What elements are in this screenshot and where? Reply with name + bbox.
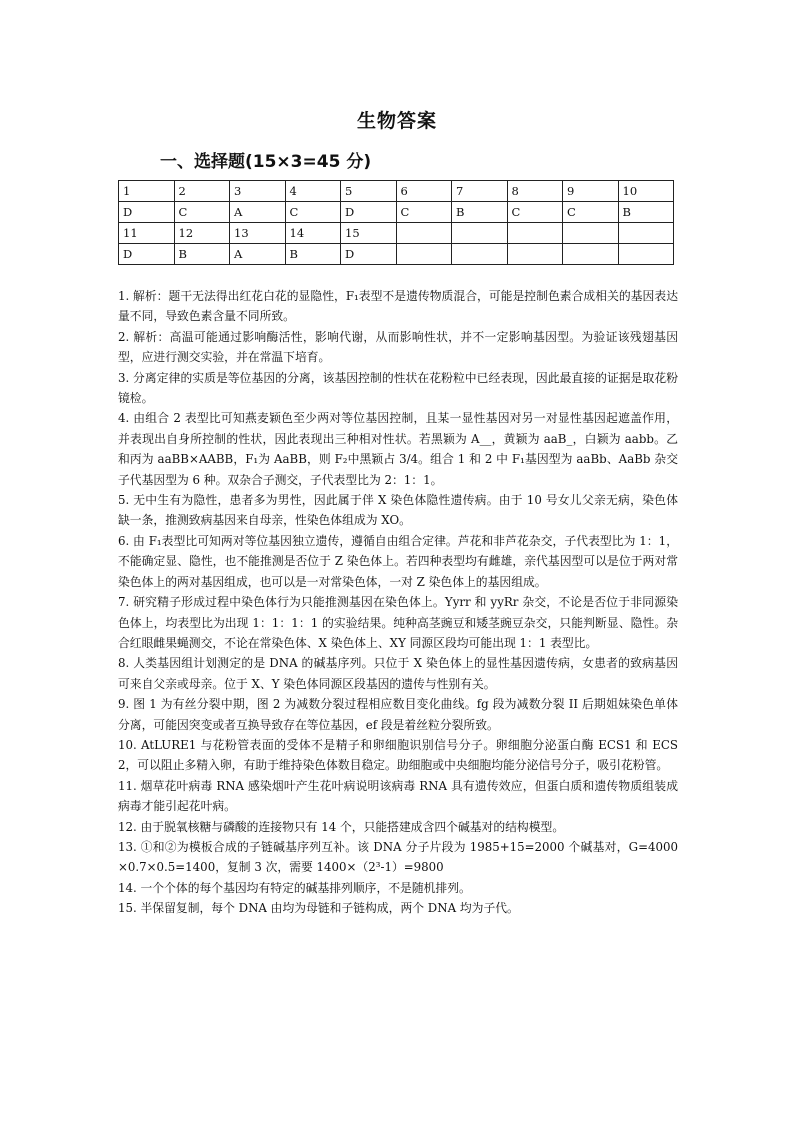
question-number-cell: 6 <box>396 181 452 202</box>
answer-cell: D <box>119 202 175 223</box>
answer-cell: B <box>174 244 230 265</box>
question-number-cell: 13 <box>230 223 286 244</box>
question-number-cell: 4 <box>285 181 341 202</box>
question-number-cell: 12 <box>174 223 230 244</box>
question-number-cell <box>452 223 508 244</box>
answer-cell <box>618 244 674 265</box>
answer-cell: B <box>452 202 508 223</box>
explanation-item: 5. 无中生有为隐性，患者多为男性，因此属于伴 X 染色体隐性遗传病。由于 10 号女儿父亲无病，染色体缺一条，推测致病基因来自母亲，性染色体组成为 XO。 <box>118 493 678 528</box>
explanation-item: 2. 解析：高温可能通过影响酶活性，影响代谢，从而影响性状，并不一定影响基因型。为验证该残翅基因型，应进行测交实验，并在常温下培育。 <box>118 329 678 365</box>
explanation-item: 9. 图 1 为有丝分裂中期，图 2 为减数分裂过程相应数目变化曲线。fg 段为减数分裂 II 后期姐妹染色单体分离，可能因突变或者互换导致存在等位基因，ef 段是着丝粒分裂所致。 <box>118 697 678 732</box>
answer-table <box>118 180 674 265</box>
question-number-cell: 2 <box>174 181 230 202</box>
question-number-cell: 5 <box>341 181 397 202</box>
explanation-item: 4. 由组合 2 表型比可知燕麦颖色至少两对等位基因控制，且某一显性基因对另一对显性基因起遮盖作用，并表现出自身所控制的性状，因此表现出三种相对性状。若黑颖为 A__，黄颖为 aaB_，白颖为 aabb。乙和丙为 aaBB×AABB，F₁为 AaBB，则 F₂中黑颖占 3/4。组合 1 和 2 中 F₁基因型为 aaBb、AaBb 杂交子代基因型为 6 种。双杂合子测交，子代表型比为 2：1：1。 <box>118 411 678 487</box>
question-number-row <box>119 223 674 244</box>
question-number-cell: 14 <box>285 223 341 244</box>
answer-cell: B <box>618 202 674 223</box>
question-number-cell <box>507 223 563 244</box>
question-number-cell: 15 <box>341 223 397 244</box>
explanation-item: 11. 烟草花叶病毒 RNA 感染烟叶产生花叶病说明该病毒 RNA 具有遗传效应，但蛋白质和遗传物质组装成病毒才能引起花叶病。 <box>118 778 678 814</box>
explanation-item: 8. 人类基因组计划测定的是 DNA 的碱基序列。只位于 X 染色体上的显性基因遗传病，女患者的致病基因可来自父亲或母亲。位于 X、Y 染色体同源区段基因的遗传与性别有关。 <box>118 656 678 691</box>
answer-row <box>119 202 674 223</box>
question-number-cell: 7 <box>452 181 508 202</box>
explanation-item: 1. 解析：题干无法得出红花白花的显隐性，F₁表型不是遗传物质混合，可能是控制色素合成相关的基因表达量不同，导致色素含量不同所致。 <box>118 289 678 324</box>
section-heading: 一、选择题(15×3=45 分) <box>160 152 372 172</box>
question-number-cell: 8 <box>507 181 563 202</box>
question-number-cell: 11 <box>119 223 175 244</box>
explanation-item: 6. 由 F₁表型比可知两对等位基因独立遗传，遵循自由组合定律。芦花和非芦花杂交，子代表型比为 1：1，不能确定显、隐性，也不能推测是否位于 Z 染色体上。若四种表型均有雌雄，亲代基因型可以是位于两对常染色体上的两对基因组成，也可以是一对常染色体，一对 Z 染色体上的基因组成。 <box>118 533 678 589</box>
answer-row <box>119 244 674 265</box>
answer-cell: C <box>396 202 452 223</box>
answer-cell: D <box>341 202 397 223</box>
question-number-cell: 1 <box>119 181 175 202</box>
answer-cell: C <box>174 202 230 223</box>
explanation-item: 7. 研究精子形成过程中染色体行为只能推测基因在染色体上。Yyrr 和 yyRr 杂交，不论是否位于非同源染色体上，均表型比为出现 1：1：1：1 的实验结果。纯种高茎豌豆和矮茎豌豆杂交，只能判断显、隐性。杂合红眼雌果蝇测交，不论在常染色体、X 染色体上、XY 同源区段均可能出现 1：1 表型比。 <box>118 595 678 650</box>
explanation-item: 14. 一个个体的每个基因均有特定的碱基排列顺序，不是随机排列。 <box>118 880 471 895</box>
question-number-row <box>119 181 674 202</box>
question-number-cell: 3 <box>230 181 286 202</box>
answer-cell <box>452 244 508 265</box>
answer-cell <box>396 244 452 265</box>
answer-cell: C <box>285 202 341 223</box>
explanation-item: 10. AtLURE1 与花粉管表面的受体不是精子和卵细胞识别信号分子。卵细胞分泌蛋白酶 ECS1 和 ECS2，可以阻止多精入卵，有助于维持染色体数目稳定。助细胞或中央细胞均能分泌信号分子，吸引花粉管。 <box>118 737 678 773</box>
answer-cell: C <box>563 202 619 223</box>
answer-cell: A <box>230 202 286 223</box>
page-title: 生物答案 <box>356 110 437 132</box>
answer-cell: C <box>507 202 563 223</box>
question-number-cell <box>563 223 619 244</box>
answer-cell <box>563 244 619 265</box>
explanations <box>118 286 678 919</box>
explanation-item: 15. 半保留复制，每个 DNA 由均为母链和子链构成，两个 DNA 均为子代。 <box>118 901 519 916</box>
answer-cell: D <box>341 244 397 265</box>
question-number-cell <box>618 223 674 244</box>
answer-cell: B <box>285 244 341 265</box>
question-number-cell: 9 <box>563 181 619 202</box>
explanation-item: 13. ①和②为模板合成的子链碱基序列互补。该 DNA 分子片段为 1985+15=2000 个碱基对，G=4000×0.7×0.5=1400，复制 3 次，需要 1400×（2³-1）=9800 <box>118 839 678 875</box>
explanation-item: 3. 分离定律的实质是等位基因的分离，该基因控制的性状在花粉粒中已经表现，因此最直接的证据是取花粉镜检。 <box>118 370 678 406</box>
answer-cell: D <box>119 244 175 265</box>
explanation-item: 12. 由于脱氧核糖与磷酸的连接物只有 14 个，只能搭建成含四个碱基对的结构模型。 <box>118 819 565 834</box>
answer-cell <box>507 244 563 265</box>
answer-cell: A <box>230 244 286 265</box>
question-number-cell: 10 <box>618 181 674 202</box>
question-number-cell <box>396 223 452 244</box>
